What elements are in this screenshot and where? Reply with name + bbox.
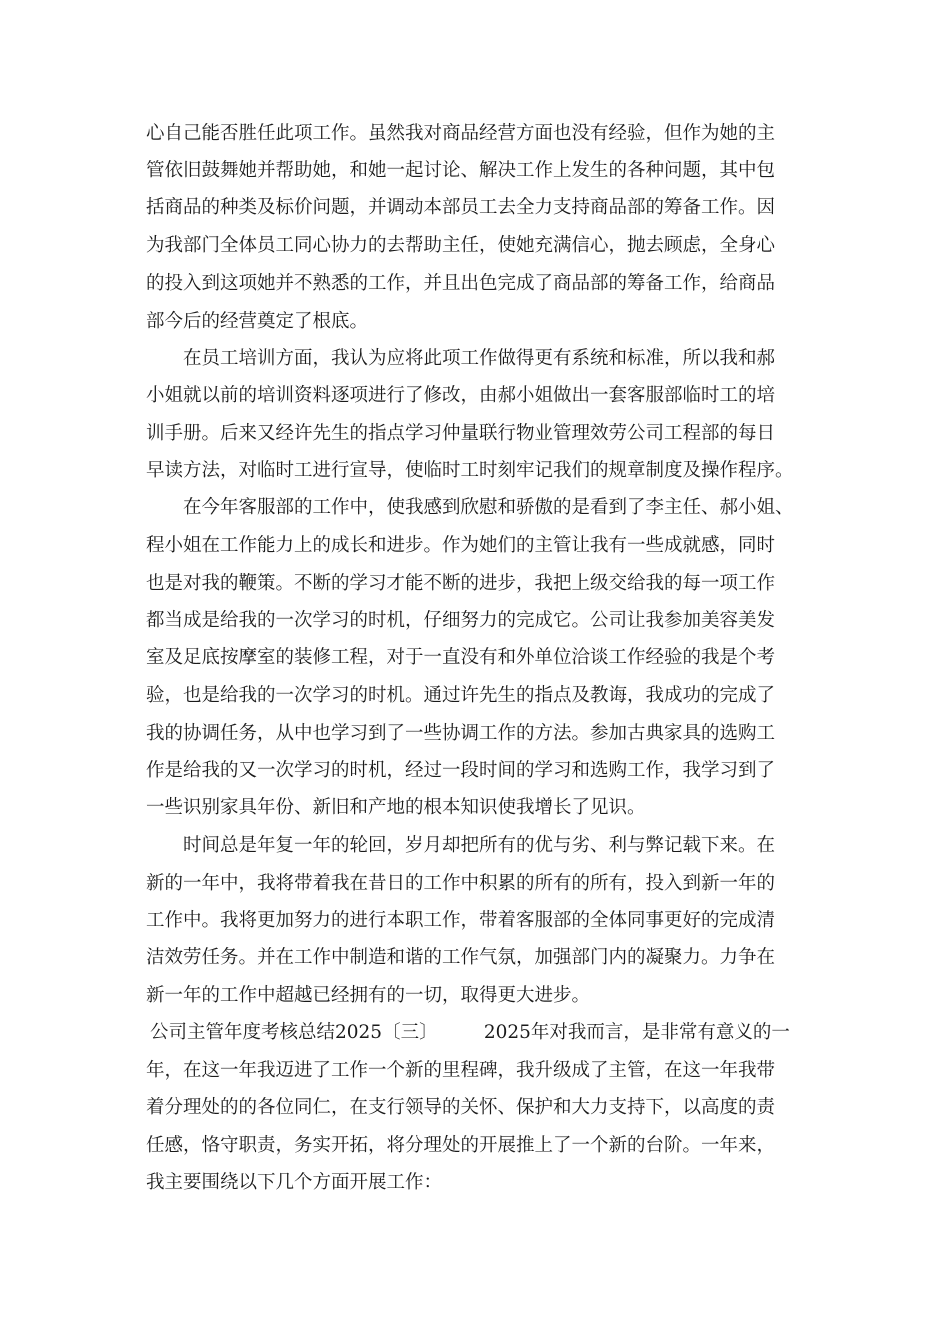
text-line: 我的协调任务，从中也学习到了一些协调工作的方法。参加古典家具的选购工 — [146, 723, 776, 744]
text-line: 括商品的种类及标价问题，并调动本部员工去全力支持商品部的筹备工作。因 — [146, 197, 776, 218]
text-line: 训手册。后来又经许先生的指点学习仲量联行物业管理效劳公司工程部的每日 — [146, 423, 776, 444]
text-line: 早读方法，对临时工进行宣导，使临时工时刻牢记我们的规章制度及操作程序。 — [146, 460, 794, 481]
text-line: 心自己能否胜任此项工作。虽然我对商品经营方面也没有经验，但作为她的主 — [146, 123, 776, 144]
text-line: 工作中。我将更加努力的进行本职工作，带着客服部的全体同事更好的完成清 — [146, 910, 776, 931]
section-heading-line: 公司主管年度考核总结2025〔三〕 2025年对我而言，是非常有意义的一 — [150, 1022, 790, 1043]
text-line: 我主要围绕以下几个方面开展工作： — [146, 1172, 443, 1193]
text-line: 室及足底按摩室的装修工程，对于一直没有和外单位洽谈工作经验的我是个考 — [146, 647, 776, 668]
text-line: 都当成是给我的一次学习的时机，仔细努力的完成它。公司让我参加美容美发 — [146, 610, 776, 631]
text-line: 年，在这一年我迈进了工作一个新的里程碑，我升级成了主管，在这一年我带 — [146, 1060, 776, 1081]
text-line: 时间总是年复一年的轮回，岁月却把所有的优与劣、利与弊记载下来。在 — [146, 835, 776, 856]
text-line: 的投入到这项她并不熟悉的工作，并且出色完成了商品部的筹备工作，给商品 — [146, 273, 776, 294]
text-line: 在今年客服部的工作中，使我感到欣慰和骄傲的是看到了李主任、郝小姐、 — [146, 497, 794, 518]
text-line: 新一年的工作中超越已经拥有的一切，取得更大进步。 — [146, 985, 591, 1006]
text-line: 为我部门全体员工同心协力的去帮助主任，使她充满信心，抛去顾虑，全身心 — [146, 235, 776, 256]
text-line: 程小姐在工作能力上的成长和进步。作为她们的主管让我有一些成就感，同时 — [146, 535, 776, 556]
text-line: 一些识别家具年份、新旧和产地的根本知识使我增长了见识。 — [146, 797, 646, 818]
text-line: 任感，恪守职责，务实开拓，将分理处的开展推上了一个新的台阶。一年来， — [146, 1135, 776, 1156]
text-line: 作是给我的又一次学习的时机，经过一段时间的学习和选购工作，我学习到了 — [146, 760, 776, 781]
text-line: 洁效劳任务。并在工作中制造和谐的工作气氛，加强部门内的凝聚力。力争在 — [146, 947, 776, 968]
text-line: 部今后的经营奠定了根底。 — [146, 311, 369, 332]
text-line: 验，也是给我的一次学习的时机。通过许先生的指点及教诲，我成功的完成了 — [146, 685, 776, 706]
text-line: 管依旧鼓舞她并帮助她，和她一起讨论、解决工作上发生的各种问题，其中包 — [146, 160, 776, 181]
text-line: 着分理处的的各位同仁，在支行领导的关怀、保护和大力支持下，以高度的责 — [146, 1097, 776, 1118]
text-line: 小姐就以前的培训资料逐项进行了修改，由郝小姐做出一套客服部临时工的培 — [146, 385, 776, 406]
text-line: 新的一年中，我将带着我在昔日的工作中积累的所有的所有，投入到新一年的 — [146, 873, 776, 894]
text-line: 在员工培训方面，我认为应将此项工作做得更有系统和标准，所以我和郝 — [146, 348, 776, 369]
text-line: 也是对我的鞭策。不断的学习才能不断的进步，我把上级交给我的每一项工作 — [146, 573, 776, 594]
